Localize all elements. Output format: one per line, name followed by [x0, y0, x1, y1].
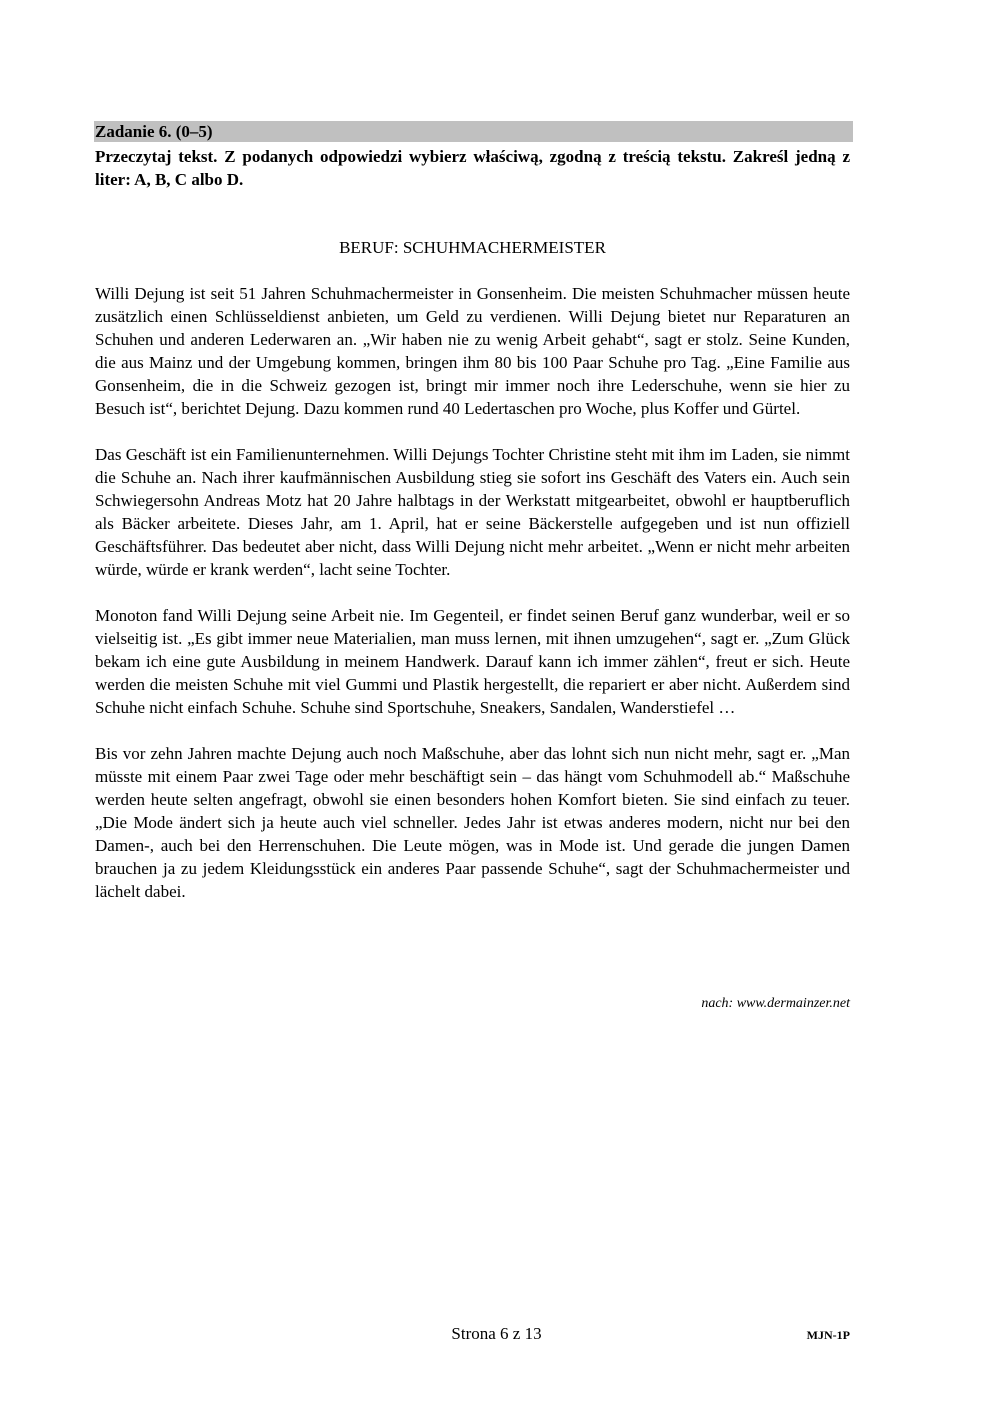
page-number: Strona 6 z 13	[451, 1324, 542, 1343]
article-paragraph-2: Das Geschäft ist ein Familienunternehmen. Willi Dejungs Tochter Christine steht mit ihm im Laden, sie nimmt die Schuhe an. Nach ihrer kaufmännischen Ausbildung stieg sie sofort ins Geschäft des Vaters ein. Auch sein Schwiegersohn Andreas Motz hat 20 Jahre halbtags in der Werkstatt mitgearbeitet, obwohl er hauptberuflich als Bäcker arbeitete. Dieses Jahr, am 1. April, hat er seine Bäckerstelle aufgegeben und ist nun offiziell Geschäftsführer. Das bedeutet aber nicht, dass Willi Dejung nicht mehr arbeitet. „Wenn er nicht mehr arbeiten würde, würde er krank werden“, lacht seine Tochter.	[95, 445, 850, 579]
article-paragraph-3: Monoton fand Willi Dejung seine Arbeit nie. Im Gegenteil, er findet seinen Beruf ganz wunderbar, weil er so vielseitig ist. „Es gibt immer neue Materialien, man muss lernen, mit ihnen umzugehen“, sagt er. „Zum Glück bekam ich eine gute Ausbildung in meinem Handwerk. Darauf kann ich immer zählen“, freut er sich. Heute werden die meisten Schuhe mit viel Gummi und Plastik hergestellt, die repariert er aber nicht. Außerdem sind Schuhe nicht einfach Schuhe. Schuhe sind Sportschuhe, Sneakers, Sandalen, Wanderstiefel …	[95, 606, 850, 717]
task-instruction: Przeczytaj tekst. Z podanych odpowiedzi wybierz właściwą, zgodną z treścią tekstu. Zakreśl jedną z liter: A, B, C albo D.	[95, 147, 850, 189]
task-header: Zadanie 6. (0–5)	[94, 121, 853, 142]
article-body	[95, 282, 850, 926]
article-paragraph-1: Willi Dejung ist seit 51 Jahren Schuhmachermeister in Gonsenheim. Die meisten Schuhmacher müssen heute zusätzlich einen Schlüsseldienst anbieten, um Geld zu verdienen. Willi Dejung bietet nur Reparaturen an Schuhen und anderen Lederwaren an. „Wir haben nie zu wenig Arbeit gehabt“, sagt er stolz. Seine Kunden, die aus Mainz und der Umgebung kommen, bringen ihm 80 bis 100 Paar Schuhe pro Tag. „Eine Familie aus Gonsenheim, die in die Schweiz gezogen ist, bringt mir immer noch ihre Lederschuhe, wenn sie hier zu Besuch ist“, berichtet Dejung. Dazu kommen rund 40 Ledertaschen pro Woche, plus Koffer und Gürtel.	[95, 284, 850, 418]
article-source: nach: www.dermainzer.net	[701, 996, 850, 1011]
article-title: BERUF: SCHUHMACHERMEISTER	[339, 238, 606, 257]
exam-code: MJN-1P	[806, 1328, 850, 1342]
article-paragraph-4: Bis vor zehn Jahren machte Dejung auch noch Maßschuhe, aber das lohnt sich nun nicht mehr, sagt er. „Man müsste mit einem Paar zwei Tage oder mehr beschäftigt sein – das hängt vom Schuhmodell ab.“ Maßschuhe werden heute selten angefragt, obwohl sie einen besonders hohen Komfort bieten. Sie sind einfach zu teuer. „Die Mode ändert sich ja heute auch viel schneller. Jedes Jahr ist etwas anderes modern, nicht nur bei den Damen-, auch bei den Herrenschuhen. Die Leute mögen, was in Mode ist. Und gerade die jungen Damen brauchen ja zu jedem Kleidungsstück ein anderes Paar passende Schuhe“, sagt der Schuhmachermeister und lächelt dabei.	[95, 744, 850, 901]
